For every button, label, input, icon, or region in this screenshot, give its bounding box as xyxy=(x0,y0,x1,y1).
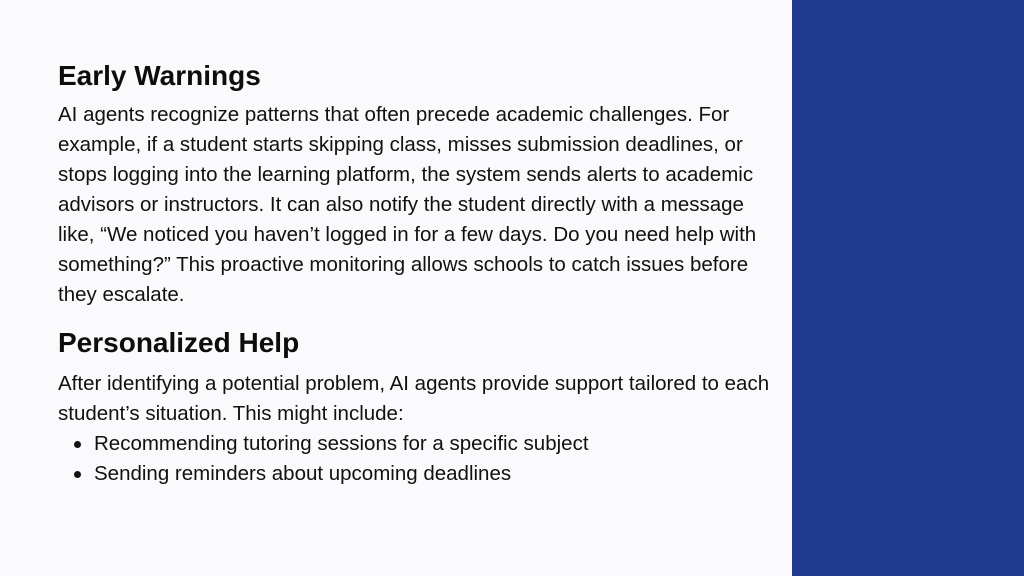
bullet-dot-icon xyxy=(74,471,81,478)
bullet-item xyxy=(58,429,770,459)
bullet-item xyxy=(58,459,770,489)
bullet-dot-icon xyxy=(74,441,81,448)
bullet-list xyxy=(58,429,770,489)
bullet-text: Sending reminders about upcoming deadlines xyxy=(94,462,512,485)
side-panel xyxy=(792,0,1024,576)
section-heading-personalized-help: Personalized Help xyxy=(58,327,300,358)
section-body-personalized-help: After identifying a potential problem, AI agents provide support tailored to each student’s situation. This might include: xyxy=(58,372,770,425)
bullet-text: Recommending tutoring sessions for a specific subject xyxy=(94,432,589,455)
section-heading-early-warnings: Early Warnings xyxy=(58,60,261,91)
slide-content xyxy=(58,58,770,489)
section-body-early-warnings: AI agents recognize patterns that often precede academic challenges. For example, if a student starts skipping class, misses submission deadlines, or stops logging into the learning platform, the system sends alerts to academic advisors or instructors. It can also notify the student directly with a message like, “We noticed you haven’t logged in for a few days. Do you need help with something?” This proactive monitoring allows schools to catch issues before they escalate. xyxy=(58,103,757,306)
